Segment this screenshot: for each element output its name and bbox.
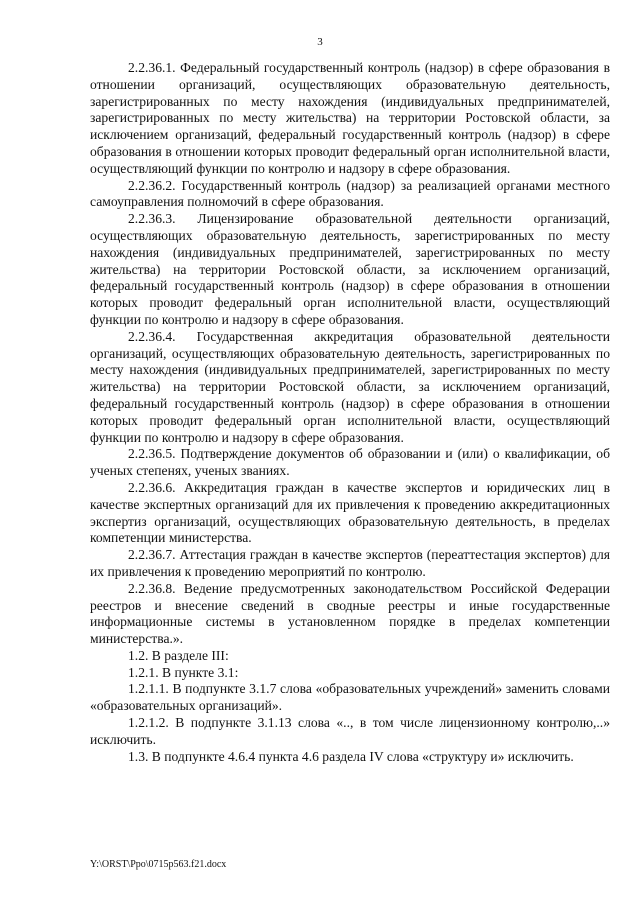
paragraph-1-2-1-2: 1.2.1.2. В подпункте 3.1.13 слова «.., в том числе лицензионному контролю,..» исключить. xyxy=(90,715,610,747)
paragraph-1-2: 1.2. В разделе III: xyxy=(128,647,229,663)
footer-file-path: Y:\ORST\Ppo\0715p563.f21.docx xyxy=(90,859,227,870)
page-number: 3 xyxy=(317,36,323,48)
paragraph-1-2-1: 1.2.1. В пункте 3.1: xyxy=(128,664,239,680)
document-body xyxy=(90,60,610,765)
paragraph-2-2-36-3: 2.2.36.3. Лицензирование образовательной деятельности организаций, осуществляющих образовательную деятельность, зарегистрированных по месту нахождения (индивидуальных предпринимателей, зарегистрированных по месту жительства) на территории Ростовской области, за исключением организаций, федеральный государственный контроль (надзор) в сфере образования в отношении которых проводит федеральный орган исполнительной власти, осуществляющий функции по контролю и надзору в сфере образования. xyxy=(90,211,610,327)
paragraph-2-2-36-4: 2.2.36.4. Государственная аккредитация образовательной деятельности организаций, осуществляющих образовательную деятельность, зарегистрированных по месту нахождения (индивидуальных предпринимателей, зарегистрированных по месту жительства) на территории Ростовской области, за исключением организаций, федеральный государственный контроль (надзор) в сфере образования в отношении которых проводит федеральный орган исполнительной власти, осуществляющий функции по контролю и надзору в сфере образования. xyxy=(90,328,610,445)
paragraph-2-2-36-5: 2.2.36.5. Подтверждение документов об образовании и (или) о квалификации, об ученых степенях, ученых званиях. xyxy=(90,446,610,479)
paragraph-2-2-36-2: 2.2.36.2. Государственный контроль (надзор) за реализацией органами местного самоуправления полномочий в сфере образования. xyxy=(90,177,610,210)
paragraph-2-2-36-8: 2.2.36.8. Ведение предусмотренных законодательством Российской Федерации реестров и внесение сведений в сводные реестры и иные государственные информационные системы в установленном порядке в пределах компетенции министерства.». xyxy=(90,580,610,647)
paragraph-2-2-36-1: 2.2.36.1. Федеральный государственный контроль (надзор) в сфере образования в отношении организаций, осуществляющих образовательную деятельность, зарегистрированных по месту нахождения (индивидуальных предпринимателей, зарегистрированных по месту жительства) на территории Ростовской области, за исключением организаций, федеральный государственный контроль (надзор) в сфере образования в отношении которых проводит федеральный орган исполнительной власти, осуществляющий функции по контролю и надзору в сфере образования. xyxy=(90,60,610,176)
paragraph-1-3: 1.3. В подпункте 4.6.4 пункта 4.6 раздела IV слова «структуру и» исключить. xyxy=(128,748,574,764)
paragraph-1-2-1-1: 1.2.1.1. В подпункте 3.1.7 слова «образовательных учреждений» заменить словами «образовательных организаций». xyxy=(90,681,610,714)
paragraph-2-2-36-7: 2.2.36.7. Аттестация граждан в качестве экспертов (переаттестация экспертов) для их привлечения к проведению мероприятий по контролю. xyxy=(90,547,610,579)
paragraph-2-2-36-6: 2.2.36.6. Аккредитация граждан в качестве экспертов и юридических лиц в качестве экспертных организаций для их привлечения к проведению аккредитационных экспертиз организаций, осуществляющих образовательную деятельность, в пределах компетенции министерства. xyxy=(90,479,610,546)
